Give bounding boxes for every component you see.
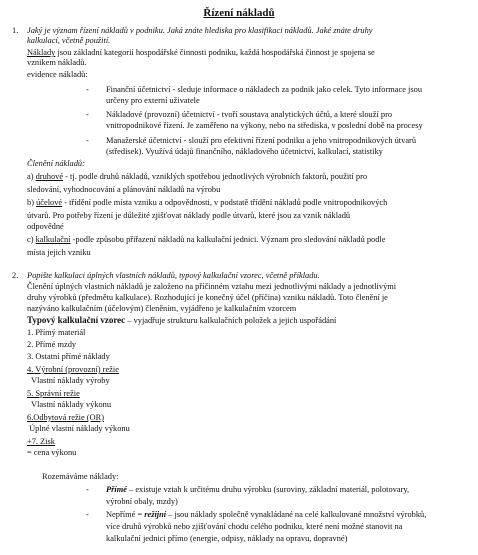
evidence-heading: evidence nákladů: [27,70,88,79]
q1-definition: Náklady jsou základní kategorií hospodářské činnosti podniku, každá hospodářská činnost je spojena se [27,48,375,57]
bullet-dash: - [86,110,89,119]
q1-definition-line: vznikem nákladů. [27,58,87,67]
typovy-vzorec-line: Typový kalkulační vzorec – vyjadřuje strukturu kalkulačních položek a jejich uspořádání [27,315,337,325]
neprime-item: Nepřímé = režijní – jsou náklady společně vynakládané na celé kalkulované množství výrobků, [106,510,427,519]
formula-item: +7. Zisk [27,437,55,446]
prime-item: Přímé – existuje vztah k určitému druhu výrobku (suroviny, základní materiál, polotovary, [106,485,410,494]
q2-paragraph-line: nazýváno kalkulačním (účelovým) členěním, vyjádřeno je kalkulačním vzorcem [27,304,297,313]
evidence-item: Manažerské účetnictví - slouží pro efektivní řízení podniku a jeho vnitropodnikových útvarů [106,136,417,145]
term-kalkulacni: kalkulační [35,235,71,244]
rozemavame-heading: Rozemáváme náklady: [42,472,119,481]
formula-item: 1. Přímý materiál [27,328,86,337]
q2-question: Popište kalkulaci úplných vlastních nákladů, typový kalkulační vzorec, včetně příkladu. [27,271,320,280]
formula-subtotal: Vlastní náklady výkonu [27,400,112,409]
cleneni-heading: Členění nákladů: [27,159,85,168]
q1-question-line: kalkulací, včetně použití. [27,36,111,45]
bullet-dash: - [86,510,89,519]
term-prime: Přímé [106,485,127,494]
q2-paragraph-line: druhy výrobků (předmětu kalkulace). Rozhodující je konečný účel (příčina) vzniku nákladů. Toto členění je [27,293,388,302]
cleneni-b-line: odpovědné [27,222,64,231]
cleneni-b-line: útvarů. Pro potřeby řízení je důležité zjišťovat náklady podle útvarů, které jsou za vznik nákladů [27,211,351,220]
term-druhove: druhové [35,172,64,181]
bullet-dash: - [86,136,89,145]
page-title: Řízení nákladů [203,7,275,19]
q1-question-line: Jaký je význam řízení nákladů v podniku. Jaká znáte hlediska pro klasifikaci nákladů. Jaké znáte druhy [27,26,373,35]
bullet-dash: - [86,85,89,94]
neprime-item-line: více druhů výrobků nebo zjišťování chodu celého podniku, které není možné stanovit na [106,522,403,531]
q2-paragraph-line: Členění úplných vlastních nákladů je založeno na příčinném vztahu mezi jednotlivými náklady a jednotlivými [27,282,397,291]
evidence-item-line: určeny pro externí uživatele [106,96,200,105]
cleneni-c-line: místa jejich vzniku [27,248,91,257]
term-ucelove: účelové [36,198,63,207]
cleneni-b: b) účelové - třídění podle místa vzniku a odpovědnosti, v podstatě třídění nákladů podle vnitropodnikových [27,198,388,207]
q2-number: 2. [12,271,19,280]
formula-item: 4. Výrobní (provozní) režie [27,365,119,374]
evidence-item: Finanční účetnictví - sleduje informace o nákladech za podnik jako celek. Tyto informace jsou [106,85,423,94]
cleneni-c: c) kalkulační -podle způsobu přiřazení nákladů na kalkulační jednici. Význam pro sledování nákladů podle [27,235,386,244]
formula-subtotal: Vlastní náklady výroby [27,376,110,385]
cleneni-a-line: sledování, vyhodnocování a plánování nákladů na výrobu [27,185,221,194]
formula-item: 3. Ostatní přímé náklady [27,352,110,361]
formula-subtotal: Úplné vlastní náklady výkonu [27,424,130,433]
evidence-item-line: vnitropodnikové řízení. Je zaměřeno na výkony, nebo na střediska, v poslední době na procesy [106,121,423,130]
formula-item: 2. Přímé mzdy [27,340,77,349]
prime-item-line: výrobní obaly, mzdy) [106,497,178,506]
evidence-item-line: (středisek). Využívá údajů finančního, nákladového účetnictví, kalkulací, statistiky [106,147,383,156]
neprime-item-line: kalkulační jednici přímo (energie, odpisy, náklady na opravu, dopravné) [106,534,348,543]
formula-item: 5. Správní režie [27,389,80,398]
bullet-dash: - [86,485,89,494]
term-naklady: Náklady [27,48,56,57]
typovy-vzorec-heading: Typový kalkulační vzorec [27,315,126,325]
q1-number: 1. [12,26,19,35]
formula-item: 6.Odbytová režie (OR) [27,413,104,422]
term-rezijni: režijní [144,510,167,519]
evidence-item: Nákladové (provozní) účetnictví - tvoří soustava analytických účtů, a které slouží pro [106,110,393,119]
formula-total: = cena výkonu [27,448,77,457]
cleneni-a: a) druhové - tj. podle druhů nákladů, vzniklých spotřebou jednotlivých výrobních faktorů, použití pro [27,172,368,181]
